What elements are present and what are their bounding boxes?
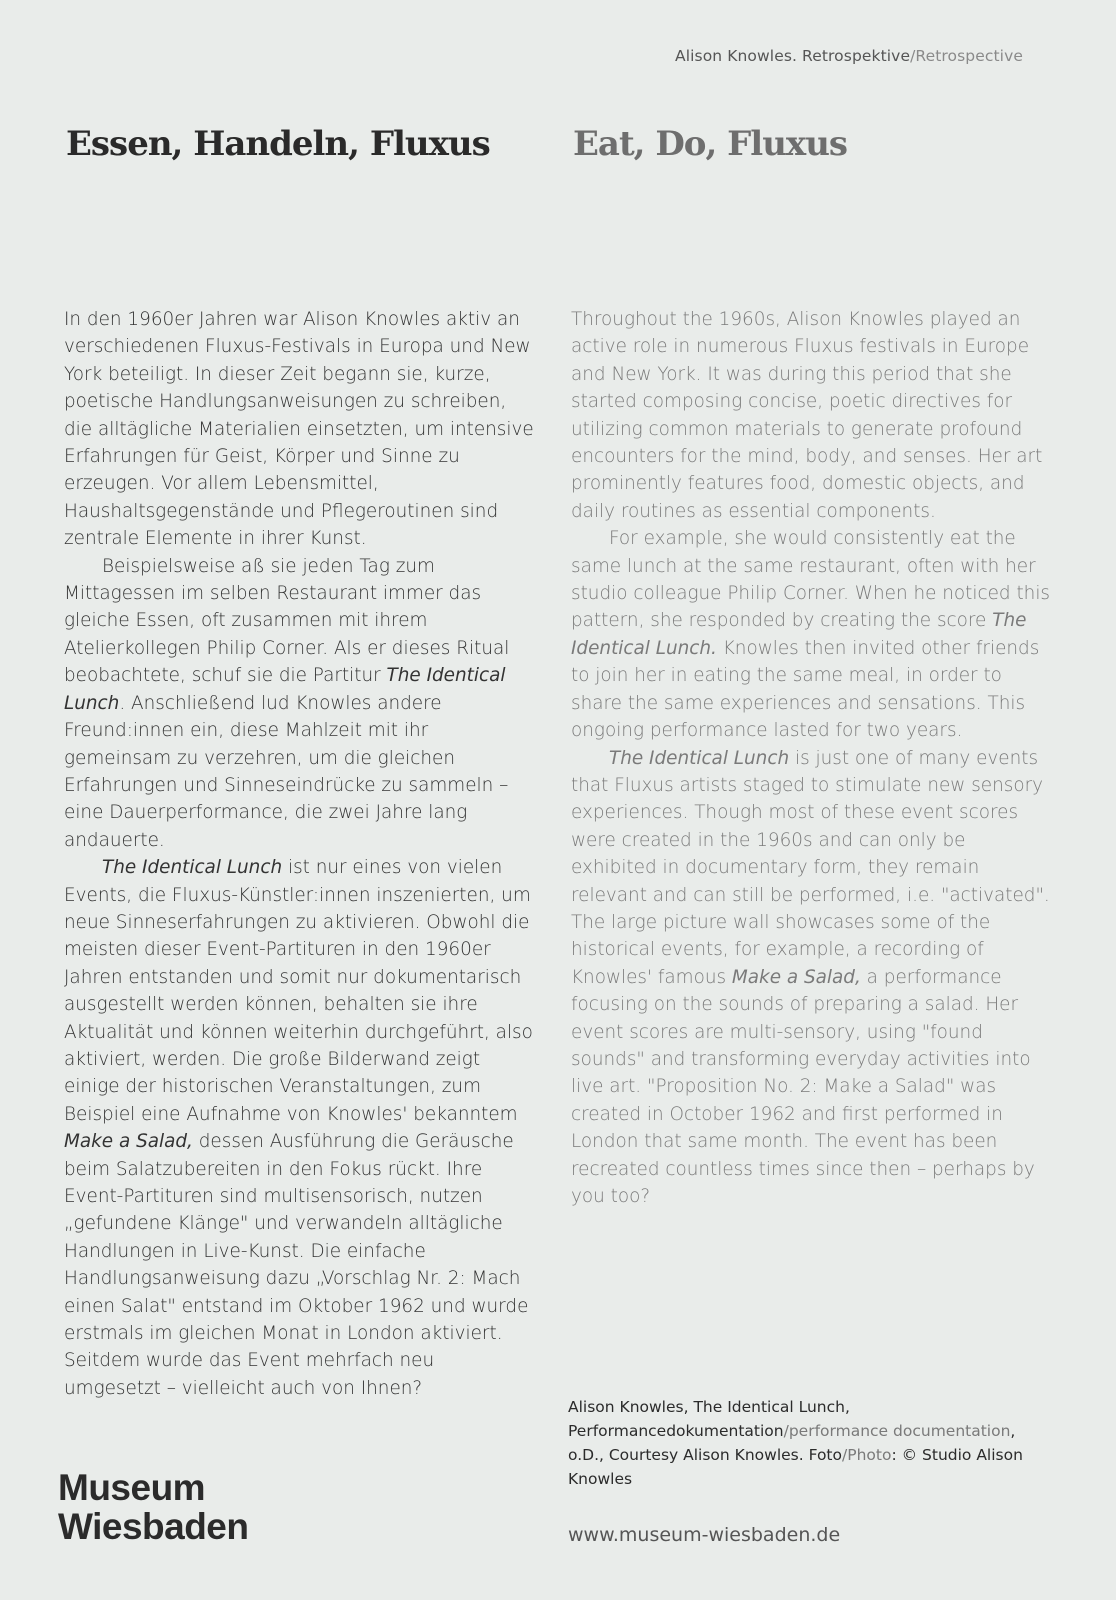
text-run: Beispielsweise aß sie jeden Tag zum Mittagessen im selben Restaurant immer das gleiche Essen, oft zusammen mit ihrem Atelierkollegen Philip Corner. Als er dieses Ritual beobachtete, schuf sie die Partitur [64,555,510,687]
caption-text: , o.D., Courtesy Alison Knowles. Foto [568,1422,1016,1464]
title-german: Essen, Handeln, Fluxus [66,124,490,164]
logo-line-2: Wiesbaden [58,1506,249,1547]
caption-text-en: performance documentation [788,1422,1011,1440]
german-paragraph-3 [64,854,534,1402]
header-title-en: Retrospective [915,47,1023,65]
german-text-column [64,306,534,1402]
german-paragraph-1: In den 1960er Jahren war Alison Knowles aktiv an verschiedenen Fluxus-Festivals in Europa und New York beteiligt. In dieser Zeit begann sie, kurze, poetische Handlungsanweisungen zu schreiben, die alltägliche Materialien einsetzten, um intensive Erfahrungen für Geist, Körper und Sinne zu erzeugen. Vor allem Lebensmittel, Haushaltsgegenstände und Pflegeroutinen sind zentrale Elemente in ihrer Kunst. [64,309,534,550]
german-paragraph-2 [64,553,534,854]
caption-text: : © Studio Alison Knowles [568,1446,1023,1488]
caption-separator: / [842,1446,848,1464]
logo-line-1: Museum [58,1467,206,1508]
work-title: The Identical Lunch [609,747,790,769]
text-run: For example, she would consistently eat the same lunch at the same restaurant, often with her studio colleague Philip Corner. When he noticed this pattern, she responded by creating the score [571,528,1051,632]
header-separator: / [910,47,916,65]
caption-text-en: Photo [847,1446,892,1464]
english-paragraph-2 [571,525,1051,744]
title-english: Eat, Do, Fluxus [573,124,848,164]
english-paragraph-3 [571,745,1051,1211]
work-title: Make a Salad, [64,1131,193,1153]
work-title: The Identical Lunch. [571,610,1027,659]
text-run: . Anschließend lud Knowles andere Freund:innen ein, diese Mahlzeit mit ihr gemeinsam zu verzehren, um die gleichen Erfahrungen und Sinneseindrücke zu sammeln – eine Dauerperformance, die zwei Jahre lang andauerte. [64,692,509,851]
text-run: a performance focusing on the sounds of preparing a salad. Her event scores are multi-sensory, using "found sounds" and transforming everyday activities into live art. "Proposition No. 2: Make a Salad" was created in October 1962 and first performed in London that same month. The event has been recreated countless times since then – perhaps by you too? [571,966,1035,1207]
text-run: dessen Ausführung die Geräusche beim Salatzubereiten in den Fokus rückt. Ihre Event-Partituren sind multisensorisch, nutzen „gefundene Klänge" und verwandeln alltägliche Handlungen in Live-Kunst. Die einfache Handlungsanweisung dazu „Vorschlag Nr. 2: Mach einen Salat" entstand im Oktober 1962 und wurde erstmals im gleichen Monat in London aktiviert. Seitdem wurde das Event mehrfach neu umgesetzt – vielleicht auch von Ihnen? [64,1131,529,1399]
caption-text: Alison Knowles, The Identical Lunch, Performancedokumentation [568,1398,850,1440]
website-url: www.museum-wiesbaden.de [568,1524,841,1546]
work-title: The Identical Lunch [64,665,506,714]
museum-logo [58,1468,249,1546]
english-text-column [571,306,1051,1210]
image-caption [568,1395,1038,1491]
caption-separator: / [783,1422,789,1440]
page-header [675,47,1023,65]
english-paragraph-1: Throughout the 1960s, Alison Knowles played an active role in numerous Fluxus festivals in Europe and New York. It was during this period that she started composing concise, poetic directives for utilizing common materials to generate profound encounters for the mind, body, and senses. Her art prominently features food, domestic objects, and daily routines as essential components. [571,309,1043,522]
text-run: Knowles then invited other friends to join her in eating the same meal, in order to share the same experiences and sensations. This ongoing performance lasted for two years. [571,637,1040,742]
text-run: ist nur eines von vielen Events, die Fluxus-Künstler:innen inszenierten, um neue Sinneserfahrungen zu aktivieren. Obwohl die meisten dieser Event-Partituren in den 1960er Jahren entstanden und somit nur dokumentarisch ausgestellt werden können, behalten sie ihre Aktualität und können weiterhin durchgeführt, also aktiviert, werden. Die große Bilderwand zeigt einige der historischen Veranstaltungen, zum Beispiel eine Aufnahme von Knowles' bekanntem [64,857,533,1125]
work-title: Make a Salad, [731,966,861,988]
text-run: is just one of many events that Fluxus artists staged to stimulate new sensory experiences. Though most of these event scores were created in the 1960s and can only be exhibited in documentary form, they remain relevant and can still be performed, i.e. "activated". The large picture wall showcases some of the historical events, for example, a recording of Knowles' famous [571,747,1050,988]
header-title: Alison Knowles. Retrospektive [675,47,911,65]
work-title: The Identical Lunch [102,857,283,879]
